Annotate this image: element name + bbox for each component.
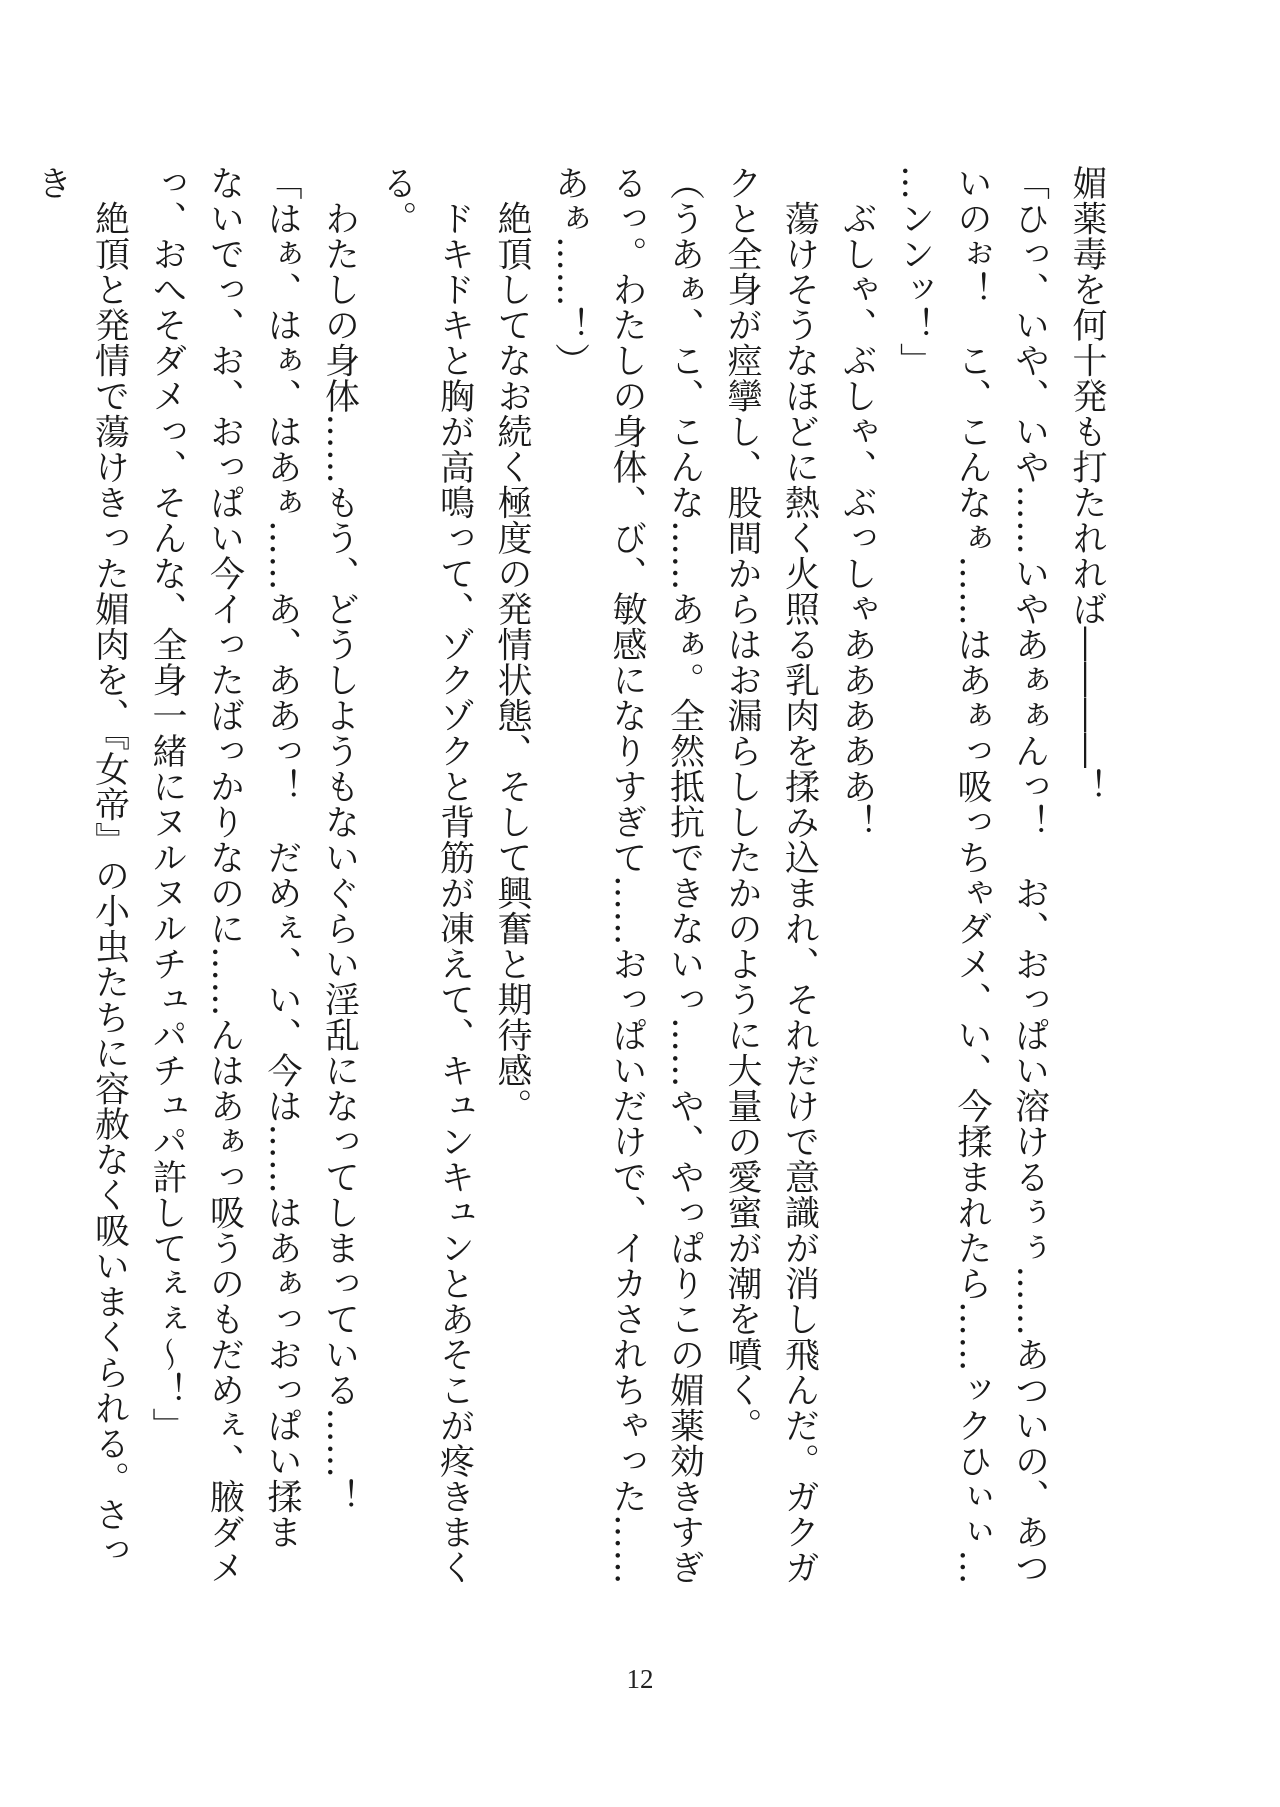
text-line: 「はぁ、はぁ、はあぁ……あ、ああっ！ だめぇ、い、今は……はあぁっおっぱい揉ま	[262, 165, 302, 1550]
text-line: わたしの身体……もう、どうしようもないぐらい淫乱になってしまっている……！	[319, 165, 360, 1514]
text-line: ドキドキと胸が高鳴って、ゾクゾクと背筋が凍えて、キュンキュンとあそこが疼きまく	[434, 165, 475, 1585]
text-line: （うあぁ、こ、こんな……あぁ。全然抵抗できないっ……や、やっぱりこの媚薬効きすぎ	[664, 165, 705, 1585]
vertical-body-text	[23, 165, 1116, 1585]
page-number: 12	[626, 1664, 654, 1694]
text-line: ないでっ、お、おっぱい今イったばっかりなのに……んはあぁっ吸うのもだめぇ、腋ダメ	[204, 165, 245, 1585]
text-line: 媚薬毒を何十発も打たれれば――――！	[1067, 165, 1107, 804]
text-line: 絶頂してなお続く極度の発情状態、そして興奮と期待感。	[492, 165, 532, 1124]
text-line: いのぉ！ こ、こんなぁ……はあぁっ吸っちゃダメ、い、今揉まれたら……ックひぃぃ…	[952, 165, 992, 1585]
text-line: っ、おへそダメっ、そんな、全身一緒にヌルヌルチュパチュパ許してぇぇ～！」	[147, 165, 187, 1443]
text-line: あぁ……！）	[549, 165, 590, 378]
text-line: ぶしゃ、ぶしゃ、ぶっしゃあああああ！	[837, 165, 877, 840]
text-line: 絶頂と発情で蕩けきった媚肉を、『女帝』の小虫たちに容赦なく吸いまくられる。さっき	[32, 165, 130, 1568]
text-line: る。	[377, 165, 417, 236]
text-line: 「ひっ、いや、いや……いやあぁぁんっ！ お、おっぱい溶けるぅぅ……あついの、あつ	[1009, 165, 1050, 1585]
text-line: 蕩けそうなほどに熱く火照る乳肉を揉み込まれ、それだけで意識が消し飛んだ。ガクガ	[779, 165, 820, 1585]
text-line: …ンンッ！」	[894, 165, 935, 378]
text-line: クと全身が痙攣し、股間からはお漏らししたかのように大量の愛蜜が潮を噴く。	[722, 165, 762, 1443]
text-line: るっ。わたしの身体、び、敏感になりすぎて……おっぱいだけで、イカされちゃった……	[607, 165, 647, 1585]
